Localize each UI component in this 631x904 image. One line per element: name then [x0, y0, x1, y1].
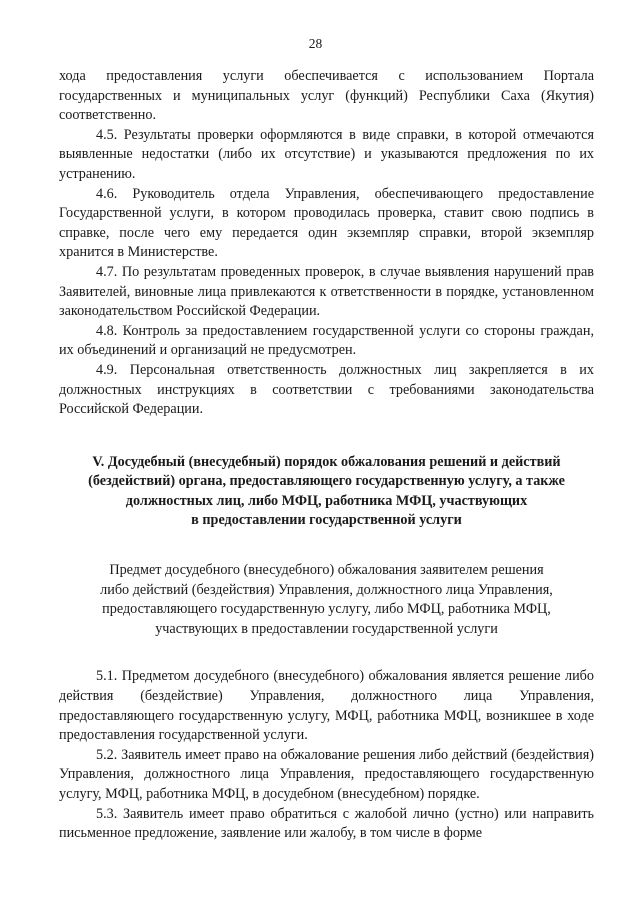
document-body [59, 67, 594, 844]
paragraphs-top [59, 67, 594, 420]
paragraph-4-5: 4.5. Результаты проверки оформляются в виде справки, в которой отмечаются выявленные недостатки (либо их отсутствие) и указываются предложения по их устранению. [59, 126, 594, 182]
subsection-title-line: предоставляющего государственную услугу, либо МФЦ, работника МФЦ, [102, 601, 551, 618]
section-title-line: (бездействий) органа, предоставляющего государственную услугу, а также [88, 473, 565, 490]
paragraph-4-8: 4.8. Контроль за предоставлением государственной услуги со стороны граждан, их объединений и организаций не предусмотрен. [59, 322, 594, 359]
paragraph-continuation: хода предоставления услуги обеспечивается с использованием Портала государственных и муниципальных услуг (функций) Республики Саха (Якутия) соответственно. [59, 68, 594, 124]
section-title [59, 453, 594, 531]
subsection-title-line: либо действий (бездействия) Управления, должностного лица Управления, [100, 581, 553, 598]
section-title-line: V. Досудебный (внесудебный) порядок обжалования решений и действий [92, 453, 561, 470]
subsection-title-line: Предмет досудебного (внесудебного) обжалования заявителем решения [109, 562, 544, 579]
section-title-line: должностных лиц, либо МФЦ, работника МФЦ, участвующих [125, 492, 528, 509]
paragraph-5-2: 5.2. Заявитель имеет право на обжалование решения либо действий (бездействия) Управления, должностного лица Управления, предоставляющего государственную услугу, МФЦ, работника МФЦ, в досудебном (внесудебном) порядке. [59, 746, 594, 802]
paragraph-4-9: 4.9. Персональная ответственность должностных лиц закрепляется в их должностных инструкциях в соответствии с требованиями законодательства Российской Федерации. [59, 361, 594, 418]
subsection-title [59, 561, 594, 639]
paragraph-5-1: 5.1. Предметом досудебного (внесудебного) обжалования является решение либо действия (бездействие) Управления, должностного лица Управления, предоставляющего государственную услугу, МФЦ, работника МФЦ, возникшее в ходе предоставления государственной услуги. [59, 668, 594, 744]
paragraph-4-6: 4.6. Руководитель отдела Управления, обеспечивающего предоставление Государственной услуги, в котором проводилась проверка, ставит свою подпись в справке, после чего ему передается один экземпляр справки, второй экземпляр хранится в Министерстве. [59, 185, 594, 261]
page-number: 28 [308, 36, 323, 51]
paragraph-4-7: 4.7. По результатам проведенных проверок, в случае выявления нарушений прав Заявителей, виновные лица привлекаются к ответственности в порядке, установленном законодательством Российской Федерации. [59, 263, 594, 320]
paragraphs-bottom [59, 667, 594, 843]
subsection-title-line: участвующих в предоставлении государственной услуги [155, 620, 498, 637]
paragraph-5-3: 5.3. Заявитель имеет право обратиться с жалобой лично (устно) или направить письменное предложение, заявление или жалобу, в том числе в форме [59, 805, 594, 842]
section-title-line: в предоставлении государственной услуги [191, 512, 462, 529]
